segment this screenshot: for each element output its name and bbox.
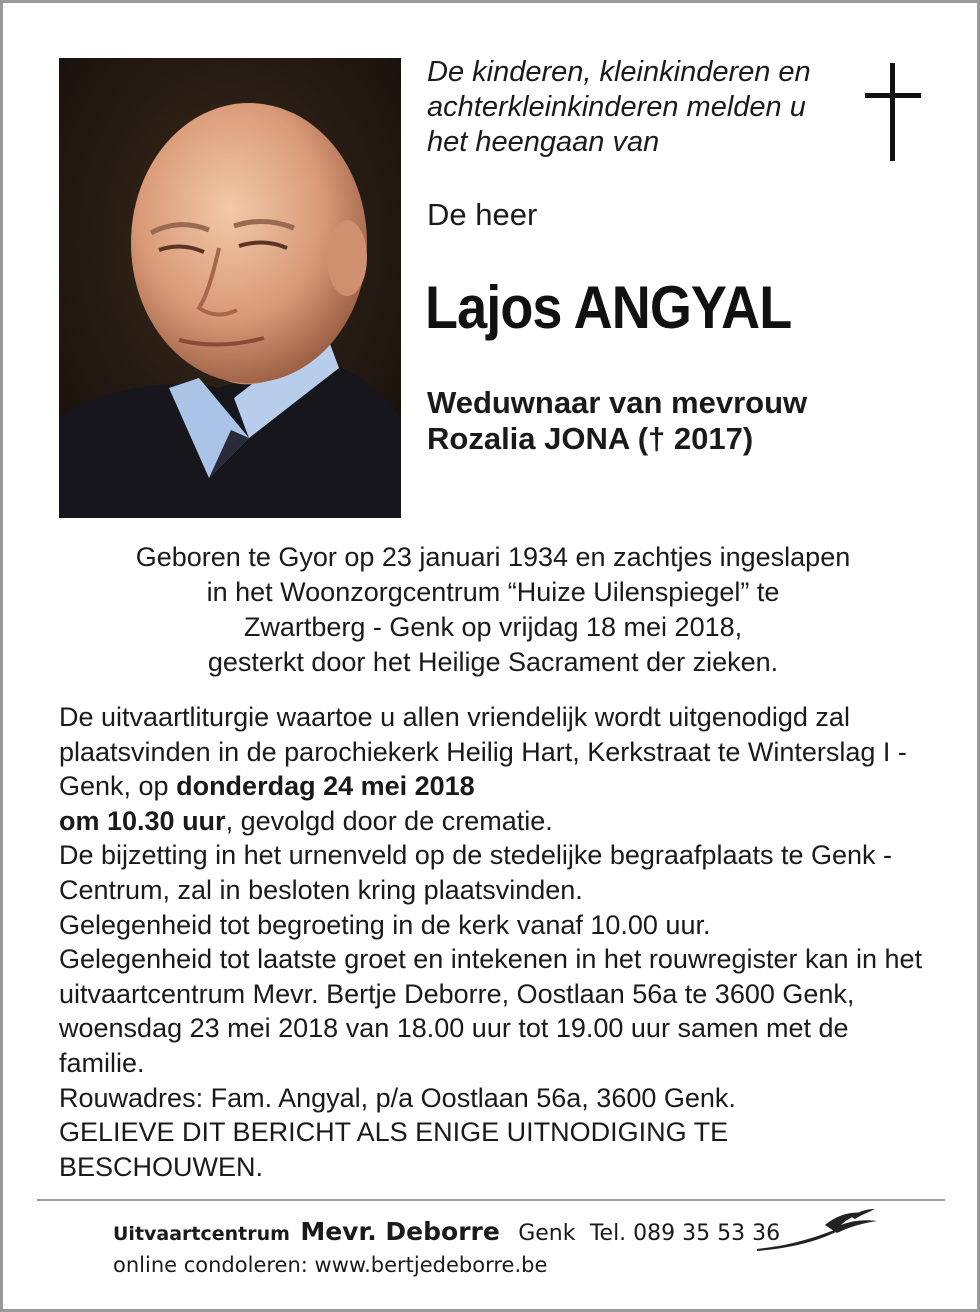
online-condolences-link[interactable]: online condoleren: www.bertjedeborre.be	[113, 1253, 548, 1277]
detail-paragraph: De bijzetting in het urnenveld op de stedelijke begraafplaats te Genk - Centrum, zal in besloten kring plaatsvinden.	[59, 840, 893, 905]
birth-line: Geboren te Gyor op 23 januari 1934 en zachtjes ingeslapen	[135, 542, 851, 572]
cross-icon	[865, 63, 921, 163]
deceased-name: Lajos ANGYAL	[425, 274, 792, 341]
portrait-illustration	[59, 58, 401, 518]
birth-line: Zwartberg - Genk op vrijdag 18 mei 2018,	[243, 612, 743, 642]
funeral-home-city: Genk	[518, 1221, 576, 1246]
funeral-home-line	[113, 1217, 780, 1246]
funeral-time: om 10.30 uur	[59, 805, 226, 836]
funeral-home-name: Mevr. Deborre	[300, 1217, 500, 1246]
intro-text: De kinderen, kleinkinderen en achterkleinkinderen melden u het heengaan van	[427, 56, 811, 158]
birth-and-death-info	[43, 540, 943, 680]
funeral-paragraph	[59, 700, 929, 838]
footer-divider	[37, 1199, 945, 1201]
detail-paragraph: GELIEVE DIT BERICHT ALS ENIGE UITNODIGING TE BESCHOUWEN.	[59, 1117, 729, 1182]
funeral-date: donderdag 24 mei 2018	[176, 771, 475, 802]
spouse-line-2: Rozalia JONA († 2017)	[427, 421, 754, 456]
birth-line: in het Woonzorgcentrum “Huize Uilenspiegel” te	[206, 577, 780, 607]
funeral-home-phone: Tel. 089 35 53 36	[589, 1221, 781, 1246]
funeral-intro: De uitvaartliturgie waartoe u allen vriendelijk wordt uitgenodigd zal plaatsvinden in de parochiekerk Heilig Hart, Kerkstraat te Winterslag I - Genk, op	[59, 702, 907, 802]
funeral-home-label: Uitvaartcentrum	[113, 1223, 290, 1245]
spouse-line-1: Weduwnaar van mevrouw	[427, 385, 808, 420]
detail-paragraph: Gelegenheid tot laatste groet en intekenen in het rouwregister kan in het uitvaartcentrum Mevr. Bertje Deborre, Oostlaan 56a te 3600 Genk, woensdag 23 mei 2018 van 18.00 uur tot 19.00 uur samen met de familie.	[59, 944, 923, 1078]
portrait-photo	[59, 58, 401, 518]
honorific: De heer	[427, 197, 538, 232]
detail-paragraph: Rouwadres: Fam. Angyal, p/a Oostlaan 56a, 3600 Genk.	[59, 1082, 736, 1113]
funeral-after: , gevolgd door de crematie.	[225, 805, 553, 836]
birds-logo-icon	[755, 1205, 883, 1261]
funeral-details	[59, 700, 929, 1184]
spouse-info	[427, 385, 927, 457]
birth-line: gesterkt door het Heilige Sacrament der zieken.	[207, 647, 779, 677]
detail-paragraph: Gelegenheid tot begroeting in de kerk vanaf 10.00 uur.	[59, 909, 711, 940]
